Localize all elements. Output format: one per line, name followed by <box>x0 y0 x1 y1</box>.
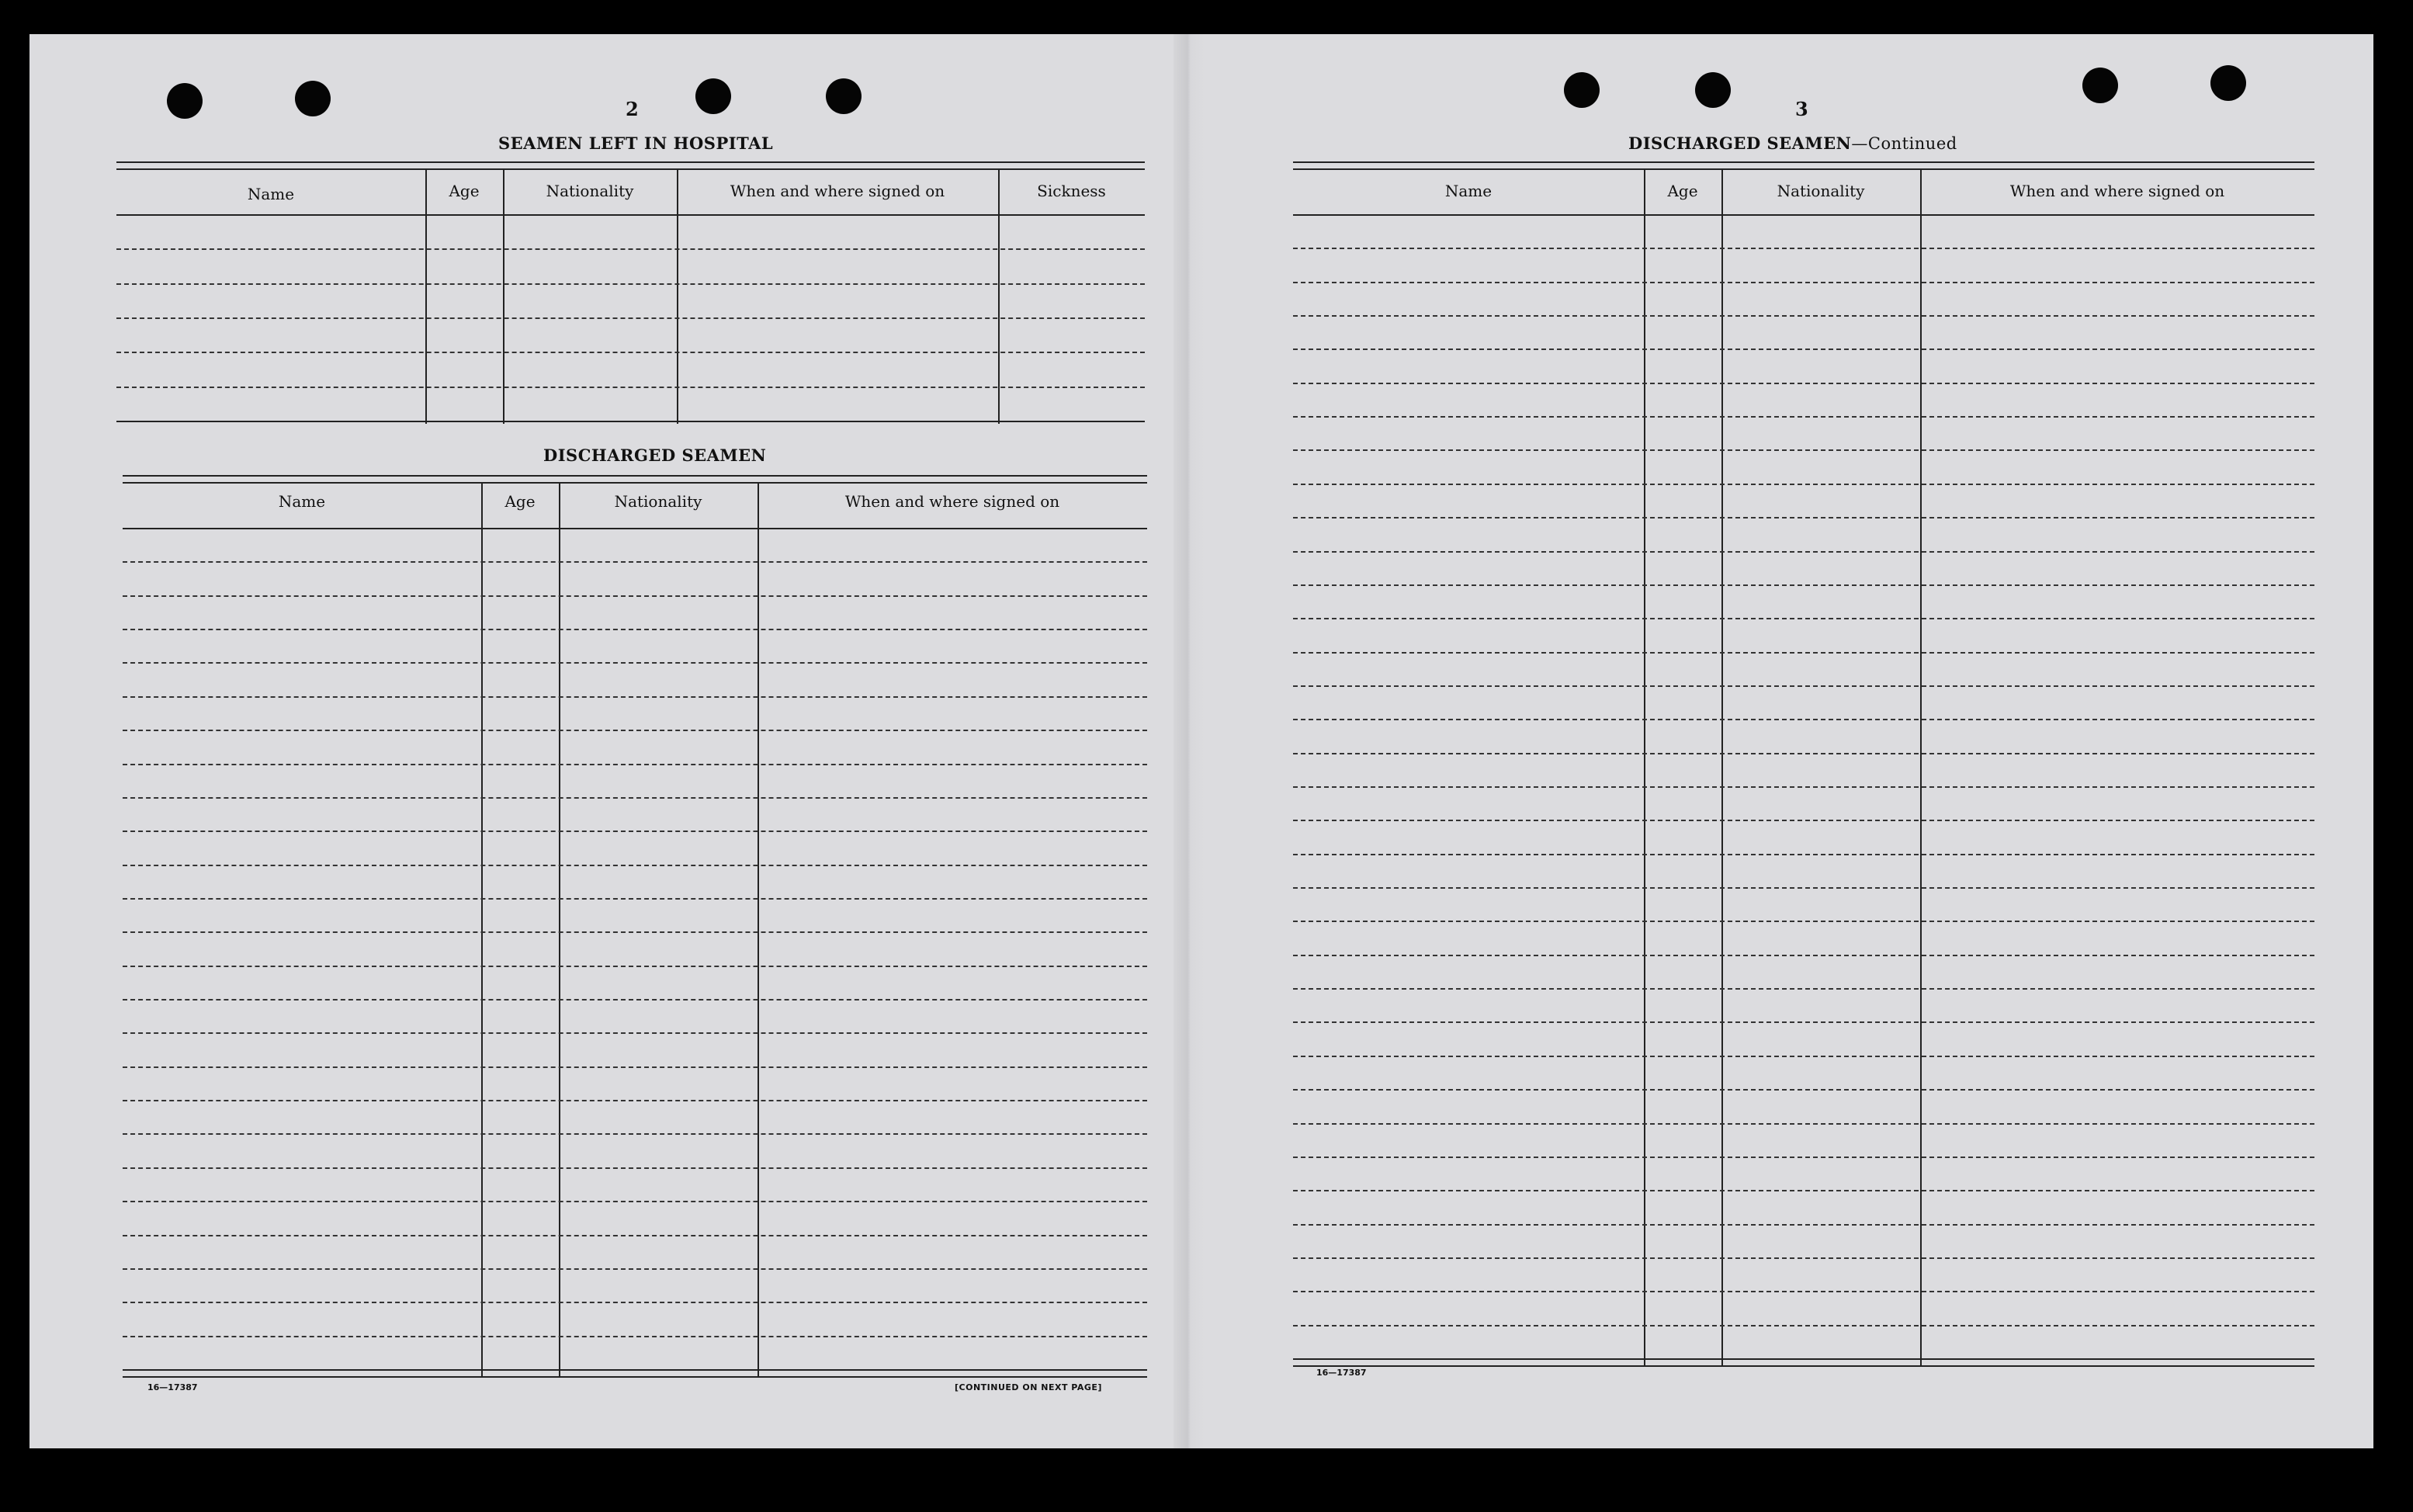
table-row-line <box>1293 1157 2314 1158</box>
column-header-nationality: Nationality <box>1777 182 1865 200</box>
page-number-right: 3 <box>1795 98 1808 120</box>
table-row-line <box>1293 1257 2314 1259</box>
column-divider <box>425 168 427 424</box>
column-header-signed-on: When and where signed on <box>2009 182 2225 200</box>
punch-hole <box>2082 68 2118 103</box>
table-row-line <box>1293 753 2314 754</box>
table-row-line <box>1293 719 2314 720</box>
table-row-line <box>1293 416 2314 418</box>
table-row-line <box>123 931 1147 933</box>
punch-hole <box>695 78 731 114</box>
table-top-rule <box>123 475 1147 484</box>
table-row-line <box>123 1032 1147 1034</box>
page-fold <box>1174 34 1205 1448</box>
discharged-continued-title <box>1628 134 1957 153</box>
table-row-line <box>1293 1190 2314 1191</box>
table-row-line <box>123 662 1147 664</box>
table-row-line <box>1293 786 2314 788</box>
table-row-line <box>1293 449 2314 451</box>
table-row-line <box>123 797 1147 799</box>
table-row-line <box>123 1100 1147 1101</box>
column-header-name: Name <box>278 492 326 511</box>
discharged-table <box>123 475 1147 1377</box>
table-top-rule <box>1293 161 2314 170</box>
table-row-line <box>1293 349 2314 350</box>
header-bottom-rule <box>1293 214 2314 216</box>
column-divider <box>998 168 1000 424</box>
punch-hole <box>1564 72 1600 108</box>
table-top-rule <box>116 161 1145 170</box>
table-row-line <box>123 898 1147 900</box>
page-number-left: 2 <box>626 98 639 120</box>
table-row-line <box>123 1133 1147 1135</box>
column-header-age: Age <box>1667 182 1698 200</box>
column-header-signed-on: When and where signed on <box>844 492 1060 511</box>
table-row-line <box>116 352 1145 353</box>
table-row-line <box>1293 484 2314 485</box>
table-row-line <box>123 595 1147 597</box>
table-row-line <box>1293 988 2314 990</box>
table-row-line <box>123 831 1147 832</box>
title-suffix: —Continued <box>1851 134 1957 153</box>
table-row-line <box>123 865 1147 866</box>
hospital-table <box>116 161 1145 424</box>
column-header-signed-on: When and where signed on <box>730 182 945 200</box>
table-row-line <box>1293 517 2314 518</box>
table-row-line <box>116 248 1145 250</box>
discharged-continued-table <box>1293 161 2314 1366</box>
table-bottom-rule <box>116 421 1145 422</box>
title-main: DISCHARGED SEAMEN <box>1628 134 1852 153</box>
table-row-line <box>123 1336 1147 1337</box>
table-row-line <box>1293 315 2314 317</box>
header-bottom-rule <box>123 528 1147 529</box>
table-row-line <box>116 387 1145 388</box>
table-row-line <box>123 629 1147 630</box>
form-number-right: 16—17387 <box>1316 1368 1367 1378</box>
column-divider <box>758 482 759 1377</box>
table-row-line <box>123 1268 1147 1270</box>
hospital-section-title: SEAMEN LEFT IN HOSPITAL <box>498 134 774 153</box>
table-row-line <box>1293 652 2314 654</box>
table-row-line <box>1293 887 2314 889</box>
column-header-nationality: Nationality <box>546 182 634 200</box>
punch-hole <box>295 81 331 116</box>
table-row-line <box>1293 1123 2314 1125</box>
table-bottom-rule <box>123 1369 1147 1378</box>
column-header-name: Name <box>1444 182 1493 200</box>
continued-note: [CONTINUED ON NEXT PAGE] <box>955 1382 1102 1392</box>
table-row-line <box>123 1235 1147 1236</box>
table-row-line <box>123 561 1147 563</box>
column-header-name: Name <box>247 185 295 203</box>
table-row-line <box>116 317 1145 319</box>
table-row-line <box>1293 1325 2314 1326</box>
table-row-line <box>1293 955 2314 956</box>
table-row-line <box>1293 1056 2314 1057</box>
table-row-line <box>123 764 1147 765</box>
table-row-line <box>1293 584 2314 586</box>
punch-hole <box>2210 65 2246 101</box>
table-row-line <box>1293 820 2314 821</box>
punch-hole <box>167 83 203 119</box>
table-row-line <box>1293 1291 2314 1292</box>
column-header-nationality: Nationality <box>614 492 702 511</box>
punch-hole <box>826 78 862 114</box>
column-divider <box>503 168 504 424</box>
column-header-age: Age <box>449 182 480 200</box>
column-divider <box>481 482 483 1377</box>
table-row-line <box>1293 383 2314 384</box>
table-row-line <box>1293 618 2314 619</box>
discharged-section-title: DISCHARGED SEAMEN <box>543 446 767 465</box>
table-row-line <box>1293 1089 2314 1091</box>
form-number-left: 16—17387 <box>147 1382 198 1392</box>
table-bottom-rule <box>1293 1358 2314 1367</box>
table-row-line <box>1293 1021 2314 1023</box>
table-row-line <box>123 999 1147 1000</box>
table-row-line <box>123 1167 1147 1169</box>
table-row-line <box>1293 1224 2314 1226</box>
table-row-line <box>123 1066 1147 1068</box>
table-row-line <box>116 283 1145 285</box>
table-row-line <box>1293 921 2314 922</box>
column-header-age: Age <box>504 492 536 511</box>
column-divider <box>559 482 560 1377</box>
column-divider <box>677 168 678 424</box>
punch-hole <box>1695 72 1731 108</box>
table-row-line <box>123 966 1147 967</box>
column-header-sickness: Sickness <box>1037 182 1106 200</box>
table-row-line <box>123 730 1147 731</box>
table-row-line <box>1293 282 2314 283</box>
table-row-line <box>1293 551 2314 553</box>
header-bottom-rule <box>116 214 1145 216</box>
table-row-line <box>123 696 1147 698</box>
table-row-line <box>1293 248 2314 249</box>
table-row-line <box>1293 685 2314 687</box>
table-row-line <box>1293 854 2314 855</box>
table-row-line <box>123 1201 1147 1202</box>
table-row-line <box>123 1302 1147 1303</box>
